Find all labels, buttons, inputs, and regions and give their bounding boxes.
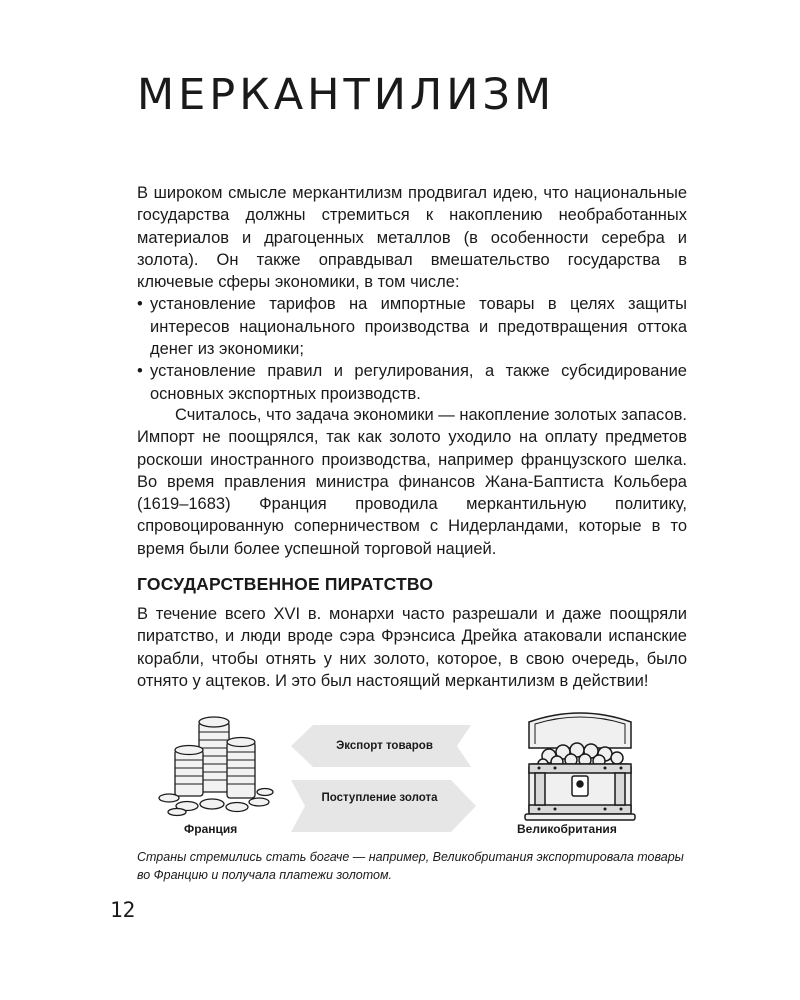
figure-caption: Страны стремились стать богаче — например, Великобритания экспортировала товары во Францию и получала платежи золотом. [137,850,684,882]
bullet-list [137,293,687,404]
paragraph-piracy [137,603,687,692]
intro-section [137,182,687,405]
page-title: МЕРКАНТИЛИЗМ [137,70,556,120]
coin-stacks-icon [157,708,277,818]
arrow-label-export: Экспорт товаров [336,740,433,752]
section-heading: ГОСУДАРСТВЕННОЕ ПИРАТСТВО [137,574,434,594]
bullet-item: • установление тарифов на импортные товары в целях защиты интересов национального производства и предотвращения оттока денег из экономики; [137,293,687,360]
trade-illustration [137,704,687,846]
paragraph-text: В течение всего XVI в. монархи часто разрешали и даже поощряли пиратство, и люди вроде сэра Фрэнсиса Дрейка атаковали испанские корабли, чтобы отнять у них золото, которое, в свою очередь, было отнято у ацтеков. И это был настоящий меркантилизм в действии! [137,605,687,690]
paragraph-economy [137,404,687,560]
arrow-label-gold: Поступление золота [321,792,438,804]
paragraph-text: Считалось, что задача экономики — накопление золотых запасов. Импорт не поощрялся, так как золото уходило на оплату предметов роскоши иностранного производства, например французского шелка. Во время правления министра финансов Жана-Баптиста Кольбера (1619–1683) Франция проводила меркантильную политику, спровоцированную соперничеством с Нидерландами, которые в то время были более успешной торговой нацией. [137,406,687,558]
country-label-britain: Великобритания [517,822,617,836]
treasure-chest-icon [515,704,645,822]
intro-paragraph: В широком смысле меркантилизм продвигал идею, что национальные государства должны стремиться к накоплению необработанных материалов и драгоценных металлов (в особенности серебра и золота). Он также оправдывал вмешательство государства в ключевые сферы экономики, в том числе: [137,184,687,292]
country-label-france: Франция [184,822,238,836]
arrow-right-icon [291,780,476,832]
page-number: 12 [110,898,136,922]
bullet-item: • установление правил и регулирования, а также субсидирование основных экспортных производств. [137,360,687,405]
